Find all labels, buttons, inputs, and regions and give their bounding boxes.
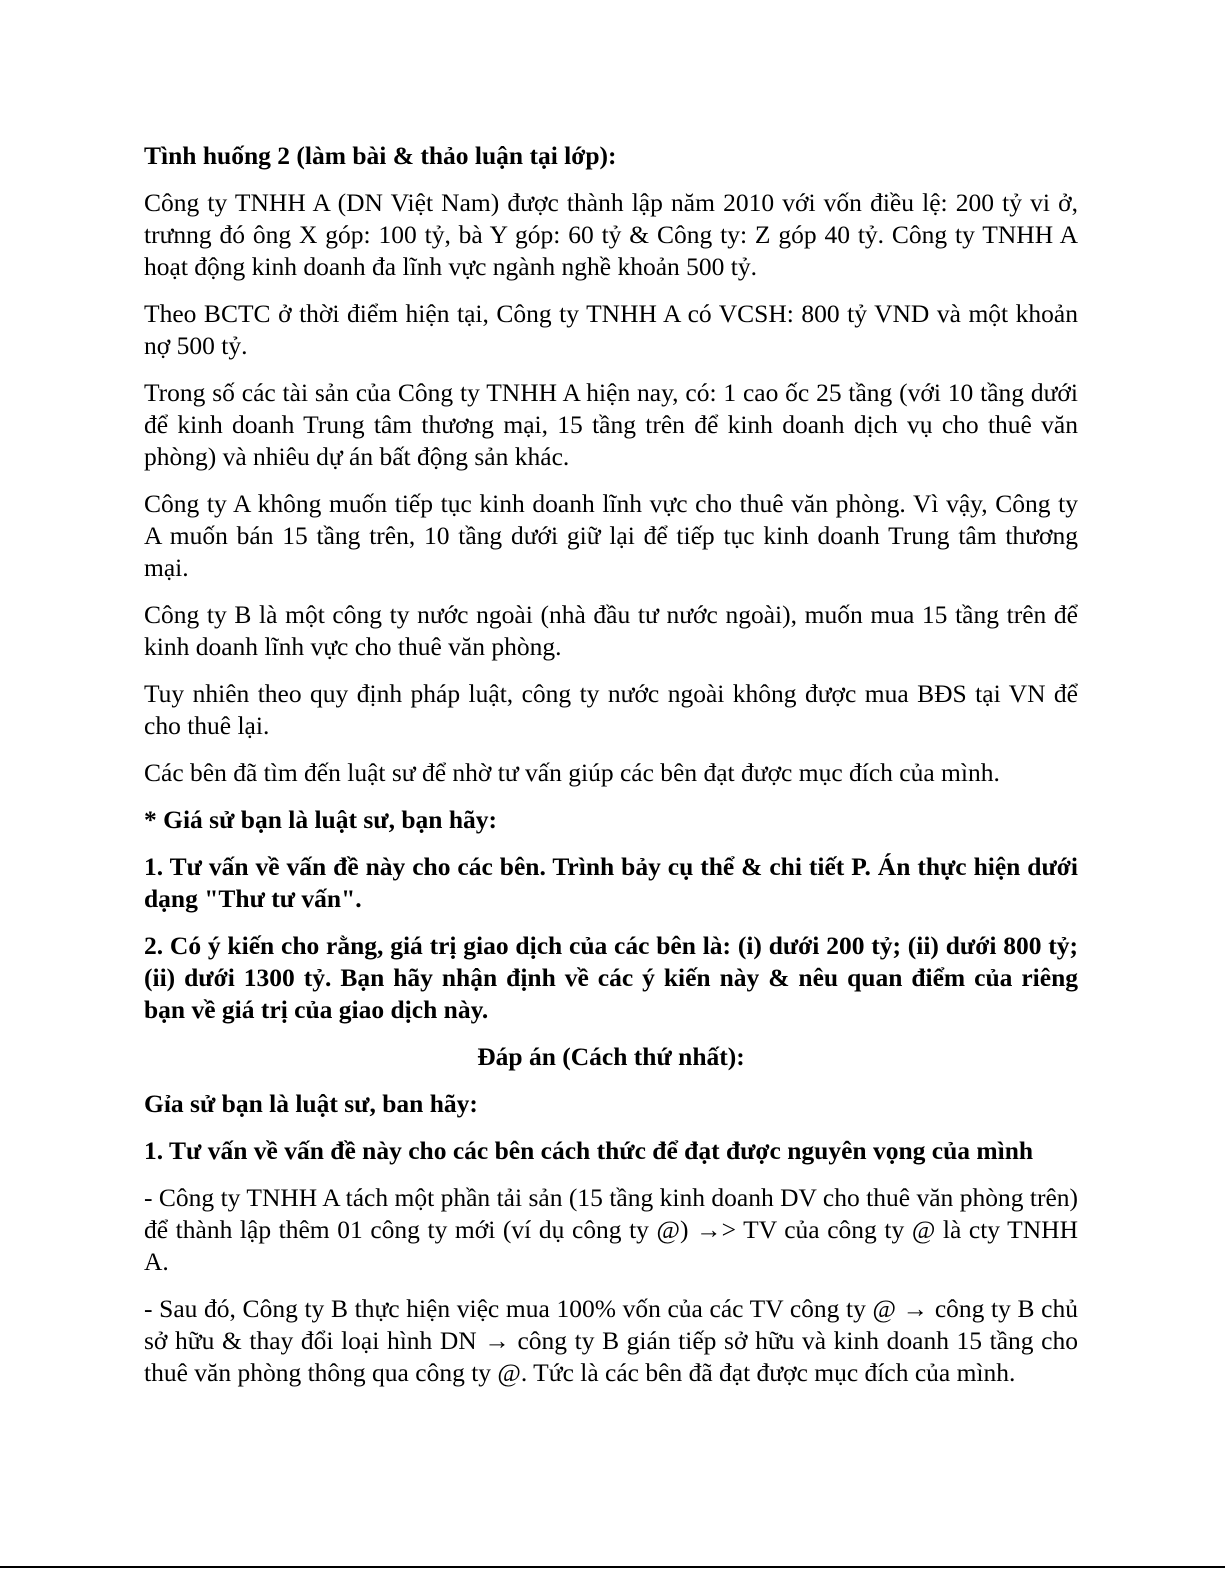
answer-intro: Gỉa sử bạn là luật sư, ban hãy: xyxy=(144,1089,478,1118)
page-bottom-divider xyxy=(0,1566,1225,1568)
answer-point: - Công ty TNHH A tách một phần tải sản (15 tầng kinh doanh DV cho thuê văn phòng trên) để thành lập thêm 01 công ty mới (ví dụ công ty @) →> TV của công ty @ là cty TNHH A. xyxy=(144,1183,1078,1276)
task-intro: * Giá sử bạn là luật sư, bạn hãy: xyxy=(144,805,497,834)
document-page xyxy=(144,140,1078,1404)
answer-1-heading: 1. Tư vấn về vấn đề này cho các bên cách thức để đạt được nguyên vọng của mình xyxy=(144,1136,1034,1165)
answer-title: Đáp án (Cách thứ nhất): xyxy=(477,1042,745,1071)
paragraph-legal-restriction: Tuy nhiên theo quy định pháp luật, công ty nước ngoài không được mua BĐS tại VN để cho thuê lại. xyxy=(144,679,1078,740)
task-2: 2. Có ý kiến cho rằng, giá trị giao dịch của các bên là: (i) dưới 200 tỷ; (ii) dưới 800 tỷ; (ii) dưới 1300 tỷ. Bạn hãy nhận định về các ý kiến này & nêu quan điểm của riêng bạn về giá trị của giao dịch này. xyxy=(144,931,1078,1024)
paragraph-buyer: Công ty B là một công ty nước ngoài (nhà đầu tư nước ngoài), muốn mua 15 tầng trên để kinh doanh lĩnh vực cho thuê văn phòng. xyxy=(144,600,1078,661)
task-1: 1. Tư vấn về vấn đề này cho các bên. Trình bảy cụ thể & chi tiết P. Án thực hiện dưới dạng "Thư tư vấn". xyxy=(144,852,1078,913)
paragraph-financial-statement: Theo BCTC ở thời điểm hiện tại, Công ty TNHH A có VCSH: 800 tỷ VND và một khoản nợ 500 tỷ. xyxy=(144,299,1078,360)
case-heading: Tình huống 2 (làm bài & thảo luận tại lớp): xyxy=(144,141,617,170)
paragraph-assets: Trong số các tài sản của Công ty TNHH A hiện nay, có: 1 cao ốc 25 tầng (với 10 tầng dưới để kinh doanh Trung tâm thương mại, 15 tầng trên để kinh doanh dịch vụ cho thuê văn phòng) và nhiêu dự án bất động sản khác. xyxy=(144,378,1078,471)
answer-point: - Sau đó, Công ty B thực hiện việc mua 100% vốn của các TV công ty @ → công ty B chủ sở hữu & thay đổi loại hình DN → công ty B gián tiếp sở hữu và kinh doanh 15 tầng cho thuê văn phòng thông qua công ty @. Tức là các bên đã đạt được mục đích của mình. xyxy=(144,1294,1078,1387)
paragraph-company-capital: Công ty TNHH A (DN Việt Nam) được thành lập năm 2010 với vốn điều lệ: 200 tỷ vi ở, trưnng đó ông X góp: 100 tỷ, bà Y góp: 60 tỷ & Công ty: Z góp 40 tỷ. Công ty TNHH A hoạt động kinh doanh đa lĩnh vực ngành nghề khoản 500 tỷ. xyxy=(144,188,1078,281)
paragraph-sale-intent: Công ty A không muốn tiếp tục kinh doanh lĩnh vực cho thuê văn phòng. Vì vậy, Công ty A muốn bán 15 tầng trên, 10 tầng dưới giữ lại để tiếp tục kinh doanh Trung tâm thương mại. xyxy=(144,489,1078,582)
paragraph-lawyer: Các bên đã tìm đến luật sư để nhờ tư vấn giúp các bên đạt được mục đích của mình. xyxy=(144,758,1000,787)
